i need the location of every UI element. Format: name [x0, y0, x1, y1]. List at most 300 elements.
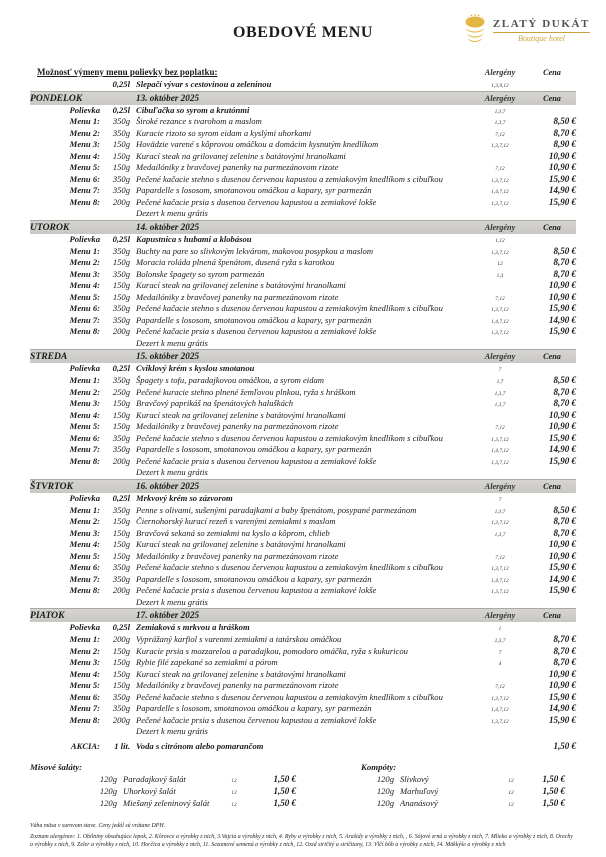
menu-row: [30, 162, 576, 174]
side-item-row: [300, 785, 576, 797]
menu-label: Menu 7:: [69, 573, 100, 584]
price-value: 14,90 €: [549, 185, 576, 196]
menu-row: [30, 185, 576, 197]
portion-size: 350g: [112, 375, 130, 386]
price-value: 8,70 €: [553, 386, 576, 397]
price-column-header: Cena: [543, 68, 561, 77]
day-header: [30, 91, 576, 105]
portion-size: 200g: [112, 196, 130, 207]
dish-description: Penne s olivami, sušenými paradajkami a baby špenátom, posypané parmezánom: [136, 504, 417, 515]
portion-size: 0,25l: [112, 79, 130, 89]
menu-label: Menu 8:: [69, 455, 100, 466]
menu-row: [30, 197, 576, 209]
portion-size: 350g: [112, 562, 130, 573]
menu-label: Menu 5:: [69, 680, 100, 691]
menu-row: [30, 634, 576, 646]
portion-size: 150g: [112, 139, 130, 150]
dish-description: Marhuľový: [400, 786, 439, 797]
allergens-value: 1,3,7,12: [491, 589, 509, 596]
dish-description: Papardelle s lososom, smotanovou omáčkou a kapary, syr parmezán: [136, 444, 372, 455]
menu-row: [30, 505, 576, 517]
dish-description: Pečené kuracie stehno plnené žemľovou plnkou, ryža s hráškom: [136, 386, 356, 397]
allergens-value: 1,3,7: [494, 508, 506, 515]
allergens-value: 1,3,7,12: [491, 718, 509, 725]
dish-description: Papardelle s lososom, smotanovou omáčkou a kapary, syr parmezán: [136, 573, 372, 584]
day-rows: [30, 234, 576, 349]
allergens-value: 1,3,7,12: [491, 566, 509, 573]
price-column-header: Cena: [543, 223, 561, 233]
menu-row: [30, 257, 576, 269]
menu-row: [30, 715, 576, 727]
menu-row: [30, 516, 576, 528]
extras-section: [30, 761, 576, 809]
allergens-column-header: Alergény: [484, 223, 516, 233]
dish-description: Pečené kačacie prsia s dusenou červenou kapustou a zemiakové lokše: [136, 196, 377, 207]
portion-size: 350g: [112, 703, 130, 714]
day-rows: [30, 493, 576, 608]
portion-size: 150g: [112, 409, 130, 420]
hotel-logo: [462, 12, 590, 48]
dish-description: Dezert k menu grátis: [136, 337, 208, 348]
menu-label: Menu 5:: [69, 162, 100, 173]
allergens-column-header: Alergény: [484, 93, 516, 103]
price-value: 8,70 €: [553, 516, 576, 527]
day-name: STREDA: [30, 351, 68, 363]
price-value: 8,70 €: [553, 398, 576, 409]
menu-label: Menu 4:: [69, 668, 100, 679]
menu-row: [30, 387, 576, 399]
menu-row: [30, 398, 576, 410]
price-value: 8,50 €: [553, 116, 576, 127]
side-item-row: [30, 773, 300, 785]
dish-description: Dezert k menu grátis: [136, 208, 208, 219]
price-value: 10,90 €: [549, 162, 576, 173]
dish-description: Miešaný zeleninový šalát: [123, 798, 210, 809]
portion-size: 200g: [112, 326, 130, 337]
menu-label: Menu 4:: [69, 150, 100, 161]
price-value: 15,90 €: [549, 691, 576, 702]
logo-subtitle: Boutique hotel: [517, 33, 565, 43]
menu-row: [30, 139, 576, 151]
portion-size: 350g: [112, 127, 130, 138]
dish-description: Dezert k menu grátis: [136, 467, 208, 478]
allergens-value: 1,3,7,12: [491, 695, 509, 702]
allergens-value: 1,3,7,12: [491, 200, 509, 207]
menu-label: Menu 1:: [69, 375, 100, 386]
menu-row: [30, 585, 576, 597]
price-value: 8,50 €: [553, 245, 576, 256]
portion-size: 0,25l: [112, 234, 130, 245]
menu-row: [30, 493, 576, 505]
menu-label: Menu 7:: [69, 314, 100, 325]
price-column-header: Cena: [543, 481, 561, 491]
dish-description: Mrkvový krém so zázvorom: [136, 492, 233, 503]
dish-description: Kurací steak na grilovanej zelenine s batátovými hranolkami: [136, 150, 346, 161]
soup-exchange-section: [30, 66, 576, 91]
day-date: 13. október 2025: [136, 92, 200, 103]
price-value: 1,50 €: [273, 798, 296, 809]
portion-size: 150g: [112, 680, 130, 691]
menu-label: Menu 2:: [69, 516, 100, 527]
menu-label: Menu 2:: [69, 127, 100, 138]
menu-row: [30, 363, 576, 375]
allergens-value: 1: [498, 626, 502, 633]
portion-size: 350g: [112, 444, 130, 455]
dish-description: Dezert k menu grátis: [136, 596, 208, 607]
day-name: UTOROK: [30, 222, 70, 234]
price-value: 8,70 €: [553, 127, 576, 138]
portion-size: 1 lit.: [114, 740, 130, 751]
price-value: 8,70 €: [553, 633, 576, 644]
portion-size: 350g: [112, 303, 130, 314]
allergens-value: 12: [508, 778, 514, 785]
coins-icon: [462, 12, 488, 48]
day-header: [30, 608, 576, 622]
dish-description: Kurací steak na grilovanej zelenine s batátovými hranolkami: [136, 409, 346, 420]
allergens-value: 1,3,7,12: [491, 307, 509, 314]
day-section: [30, 220, 576, 349]
footer-notes: [30, 822, 576, 849]
allergens-value: 1,3,7: [494, 531, 506, 538]
allergens-value: 1,3,7,12: [491, 249, 509, 256]
menu-label: Menu 3:: [69, 527, 100, 538]
portion-size: 150g: [112, 539, 130, 550]
allergens-value: 1,3,7,12: [491, 436, 509, 443]
allergens-value: 7,12: [495, 425, 505, 432]
menu-label: Polievka: [69, 363, 100, 374]
price-value: 10,90 €: [549, 150, 576, 161]
menu-row: [30, 315, 576, 327]
portion-size: 150g: [112, 550, 130, 561]
portion-size: 120g: [99, 774, 117, 785]
portion-size: 150g: [112, 291, 130, 302]
portion-size: 350g: [112, 691, 130, 702]
portion-size: 350g: [112, 116, 130, 127]
salad-rows: [30, 773, 300, 809]
side-item-row: [300, 797, 576, 809]
portion-size: 350g: [112, 504, 130, 515]
price-value: 15,90 €: [549, 196, 576, 207]
day-rows: [30, 363, 576, 478]
menu-label: Polievka: [69, 234, 100, 245]
price-value: 15,90 €: [549, 326, 576, 337]
price-value: 8,70 €: [553, 268, 576, 279]
dish-description: Cviklový krém s kyslou smotanou: [136, 363, 255, 374]
menu-label: Polievka: [69, 622, 100, 633]
dish-description: Slivkový: [400, 774, 429, 785]
dish-description: Dezert k menu grátis: [136, 726, 208, 737]
dish-description: Pečené kačacie prsia s dusenou červenou kapustou a zemiakové lokše: [136, 585, 377, 596]
dish-description: Pečené kačacie prsia s dusenou červenou kapustou a zemiakové lokše: [136, 455, 377, 466]
day-section: [30, 91, 576, 220]
menu-row: [30, 703, 576, 715]
day-date: 14. október 2025: [136, 222, 200, 233]
dish-description: Medailóniky z bravčovej panenky na parmezánovom rizote: [136, 680, 339, 691]
menu-label: Menu 8:: [69, 714, 100, 725]
menu-label: Menu 5:: [69, 421, 100, 432]
price-column-header: Cena: [543, 93, 561, 103]
footer-allergen-list: Zoznam alergénov: 1. Obilniny obsahujúce lepok, 2. Kôrovce a výrobky z nich, 3.Vajcia a výrobky z nich, 4. Ryby a výrobky z nich, 5. Arašidy a výrobky z nich, , 6. Sójové zrná a výrobky z nich, 7. Mlieko a výrobky z nich, 8. Orechy a výrobky z nich, 9. Zeler a výrobky z nich, 10. Horčica a výrobky z nich, 11. Sezamové semená a výrobky z nich, 12. Oxid siričitý a siričitany, 13. Vlčí bôb a výrobky z nich, 14. Mäkkýše a výrobky z nich: [30, 833, 573, 848]
dish-description: Kurací steak na grilovanej zelenine s batátovými hranolkami: [136, 280, 346, 291]
allergens-value: 12: [231, 790, 237, 797]
price-value: 15,90 €: [549, 585, 576, 596]
allergens-value: 1,4,7,12: [491, 448, 509, 455]
dish-description: Pečené kačacie stehno s dusenou červenou kapustou a zemiakovým knedlíkom s cibuľkou: [136, 432, 443, 443]
price-value: 15,90 €: [549, 432, 576, 443]
menu-label: Menu 2:: [69, 257, 100, 268]
menu-label: Menu 4:: [69, 280, 100, 291]
price-value: 14,90 €: [549, 703, 576, 714]
price-value: 10,90 €: [549, 680, 576, 691]
akcia-row: [30, 741, 576, 753]
allergens-value: 1,3,7: [494, 108, 506, 115]
allergens-value: 12: [497, 261, 503, 268]
dish-description: Kuracie prsia s mozzarelou a paradajkou, pomodoro omáčka, ryža s kukuricou: [136, 645, 408, 656]
allergens-value: 1,3,7,12: [491, 330, 509, 337]
dish-description: Uhorkový šalát: [123, 786, 176, 797]
day-name: PIATOK: [30, 610, 65, 622]
day-date: 17. október 2025: [136, 610, 200, 621]
menu-label: Menu 8:: [69, 196, 100, 207]
menu-row: [30, 433, 576, 445]
menu-label: Menu 8:: [69, 326, 100, 337]
allergens-value: 1,3,7,12: [491, 459, 509, 466]
portion-size: 150g: [112, 162, 130, 173]
menu-label: Menu 1:: [69, 245, 100, 256]
menu-row: [30, 234, 576, 246]
allergens-value: 1,4,7,12: [491, 707, 509, 714]
allergens-value: 12: [231, 778, 237, 785]
day-header: [30, 479, 576, 493]
menu-label: Menu 3:: [69, 657, 100, 668]
allergens-value: 1,3,7,12: [491, 143, 509, 150]
price-value: 1,50 €: [542, 798, 565, 809]
menu-label: Menu 2:: [69, 386, 100, 397]
portion-size: 200g: [112, 714, 130, 725]
dish-description: Papardelle s lososom, smotanovou omáčkou a kapary, syr parmezán: [136, 185, 372, 196]
menu-label: Menu 6:: [69, 173, 100, 184]
menu-label: Menu 7:: [69, 444, 100, 455]
allergens-column-header: Alergény: [484, 68, 516, 77]
dish-description: Pečené kačacie prsia s dusenou červenou kapustou a zemiakové lokše: [136, 326, 377, 337]
dish-description: Kurací steak na grilovanej zelenine s batátovými hranolkami: [136, 539, 346, 550]
menu-label: Menu 5:: [69, 550, 100, 561]
dish-description: Moracia roláda plnená špenátom, dusená ryža s karotkou: [136, 257, 335, 268]
menu-row: [30, 303, 576, 315]
exchange-header-row: [30, 66, 576, 79]
menu-row: [30, 622, 576, 634]
portion-size: 150g: [112, 257, 130, 268]
menu-row: [30, 646, 576, 658]
menu-row: [30, 551, 576, 563]
portion-size: 0,25l: [112, 492, 130, 503]
allergens-value: 1,4,7,12: [491, 577, 509, 584]
portion-size: 250g: [112, 386, 130, 397]
portion-size: 150g: [112, 668, 130, 679]
allergens-value: 1,3,7: [494, 120, 506, 127]
exchange-heading: Možnosť výmeny menu polievky bez poplatku:: [37, 67, 218, 77]
allergens-value: 1,12: [495, 238, 505, 245]
dish-description: Medailóniky z bravčovej panenky na parmezánovom rizote: [136, 291, 339, 302]
portion-size: 150g: [112, 516, 130, 527]
portion-size: 0,25l: [112, 104, 130, 115]
menu-row: [30, 421, 576, 433]
allergens-value: 1,3,7,12: [491, 520, 509, 527]
day-section: [30, 608, 576, 737]
menu-row: [30, 562, 576, 574]
dish-description: Voda s citrónom alebo pomarančom: [136, 740, 264, 751]
menu-row: [30, 269, 576, 281]
allergens-value: 7,12: [495, 166, 505, 173]
side-item-row: [30, 797, 300, 809]
side-item-row: [30, 785, 300, 797]
price-value: 8,50 €: [553, 504, 576, 515]
dish-description: Rybie filé zapekané so zemiakmi a pórom: [136, 657, 278, 668]
price-value: 15,90 €: [549, 562, 576, 573]
price-value: 10,90 €: [549, 409, 576, 420]
salads-column: [30, 761, 300, 809]
menu-row: [30, 174, 576, 186]
menu-row: [30, 680, 576, 692]
portion-size: 150g: [112, 645, 130, 656]
exchange-soup-row: [30, 79, 576, 91]
menu-row: [30, 574, 576, 586]
menu-label: Menu 4:: [69, 539, 100, 550]
price-value: 14,90 €: [549, 444, 576, 455]
price-value: 10,90 €: [549, 280, 576, 291]
dish-description: Pečené kačacie stehno s dusenou červenou kapustou a zemiakovým knedlíkom s cibuľkou: [136, 562, 443, 573]
allergens-value: 1,4,7,12: [491, 189, 509, 196]
portion-size: 350g: [112, 573, 130, 584]
portion-size: 150g: [112, 657, 130, 668]
portion-size: 0,25l: [112, 622, 130, 633]
allergens-value: 1,3,7: [494, 637, 506, 644]
day-name: ŠTVRTOK: [30, 480, 74, 492]
dish-description: Pečené kačacie stehno s dusenou červenou kapustou a zemiakovým knedlíkom s cibuľkou: [136, 173, 443, 184]
dish-description: Špagety s tofu, paradajkovou omáčkou, a syrom eidam: [136, 375, 324, 386]
allergens-value: 1,3,7: [494, 390, 506, 397]
allergens-value: 1,3: [496, 272, 504, 279]
price-value: 8,70 €: [553, 527, 576, 538]
price-value: 8,50 €: [553, 375, 576, 386]
menu-row: [30, 456, 576, 468]
day-header: [30, 349, 576, 363]
day-section: [30, 479, 576, 608]
dish-description: Bravčová sekaná so zemiakmi na kyslo a kôprom, chlieb: [136, 527, 330, 538]
price-value: 10,90 €: [549, 421, 576, 432]
side-item-row: [300, 773, 576, 785]
menu-row: [30, 528, 576, 540]
dish-description: Kurací steak na grilovanej zelenine s batátovými hranolkami: [136, 668, 346, 679]
day-rows: [30, 622, 576, 737]
price-column-header: Cena: [543, 352, 561, 362]
menu-row: [30, 292, 576, 304]
allergens-value: 1,3,7,12: [491, 177, 509, 184]
allergens-value: 4: [498, 661, 502, 668]
menu-row: [30, 105, 576, 117]
portion-size: 350g: [112, 314, 130, 325]
day-name: PONDELOK: [30, 92, 83, 104]
kompot-rows: [300, 773, 576, 809]
allergens-column-header: Alergény: [484, 352, 516, 362]
menu-row: [30, 692, 576, 704]
portion-size: 150g: [112, 421, 130, 432]
dish-description: Pečené kačacie stehno s dusenou červenou kapustou a zemiakovým knedlíkom s cibuľkou: [136, 691, 443, 702]
allergens-value: 7,12: [495, 131, 505, 138]
menu-row: [30, 326, 576, 338]
dish-description: Medailóniky z bravčovej panenky na parmezánovom rizote: [136, 162, 339, 173]
menu-label: Menu 1:: [69, 504, 100, 515]
dish-description: Slepačí vývar s cestovinou a zeleninou: [136, 79, 272, 89]
price-value: 10,90 €: [549, 668, 576, 679]
allergens-column-header: Alergény: [484, 481, 516, 491]
dish-description: Zemiaková s mrkvou a hráškom: [136, 622, 250, 633]
menu-label: Menu 3:: [69, 398, 100, 409]
dish-description: Vyprážaný karfiol s varenmi zemiakmi a tatárskou omáčkou: [136, 633, 342, 644]
menu-row: [30, 375, 576, 387]
price-value: 8,70 €: [553, 257, 576, 268]
menu-label: Menu 5:: [69, 291, 100, 302]
menu-row: [30, 116, 576, 128]
menu-row: [30, 246, 576, 258]
price-value: 1,50 €: [553, 740, 576, 751]
portion-size: 200g: [112, 633, 130, 644]
allergens-value: 7,12: [495, 684, 505, 691]
day-date: 16. október 2025: [136, 480, 200, 491]
allergens-value: 7: [498, 367, 502, 374]
kompoty-heading: Kompóty:: [361, 762, 397, 773]
price-column-header: Cena: [543, 611, 561, 621]
portion-size: 150g: [112, 280, 130, 291]
dish-description: Medailóniky z bravčovej panenky na parmezánovom rizote: [136, 421, 339, 432]
allergens-value: 7,12: [495, 554, 505, 561]
dish-description: Kuracie rizoto so syrom eidam a kyslými uhorkami: [136, 127, 312, 138]
portion-size: 350g: [112, 245, 130, 256]
dish-description: Hovädzie varené s kôprovou omáčkou a domácim kysnutým knedlíkom: [136, 139, 379, 150]
allergens-value: 1,3,9,12: [491, 83, 509, 89]
allergens-value: 7,12: [495, 295, 505, 302]
menu-row: [30, 657, 576, 669]
kompoty-column: [300, 761, 576, 809]
price-value: 15,90 €: [549, 455, 576, 466]
portion-size: 120g: [99, 786, 117, 797]
dish-description: Papardelle s lososom, smotanovou omáčkou a kapary, syr parmezán: [136, 314, 372, 325]
menu-label: Menu 6:: [69, 562, 100, 573]
dish-description: Paradajkový šalát: [123, 774, 186, 785]
allergens-value: 1,3,7: [494, 402, 506, 409]
menu-label: Menu 1:: [69, 116, 100, 127]
price-value: 15,90 €: [549, 714, 576, 725]
dish-description: Buchty na pare so slivkovým lekvárom, makovou posypkou a maslom: [136, 245, 374, 256]
price-value: 10,90 €: [549, 291, 576, 302]
day-section: [30, 349, 576, 478]
menu-label: Menu 7:: [69, 703, 100, 714]
akcia-label: AKCIA:: [70, 740, 100, 751]
menu-row: [30, 128, 576, 140]
allergens-value: 1,4,7,12: [491, 318, 509, 325]
menu-label: Menu 2:: [69, 645, 100, 656]
allergens-column-header: Alergény: [484, 611, 516, 621]
menu-label: Menu 6:: [69, 303, 100, 314]
allergens-value: 7: [498, 649, 502, 656]
portion-size: 120g: [376, 786, 394, 797]
price-value: 14,90 €: [549, 314, 576, 325]
price-value: 1,50 €: [273, 774, 296, 785]
portion-size: 120g: [376, 798, 394, 809]
price-value: 8,70 €: [553, 645, 576, 656]
page-title: OBEDOVÉ MENU: [232, 24, 374, 41]
price-value: 15,90 €: [549, 303, 576, 314]
